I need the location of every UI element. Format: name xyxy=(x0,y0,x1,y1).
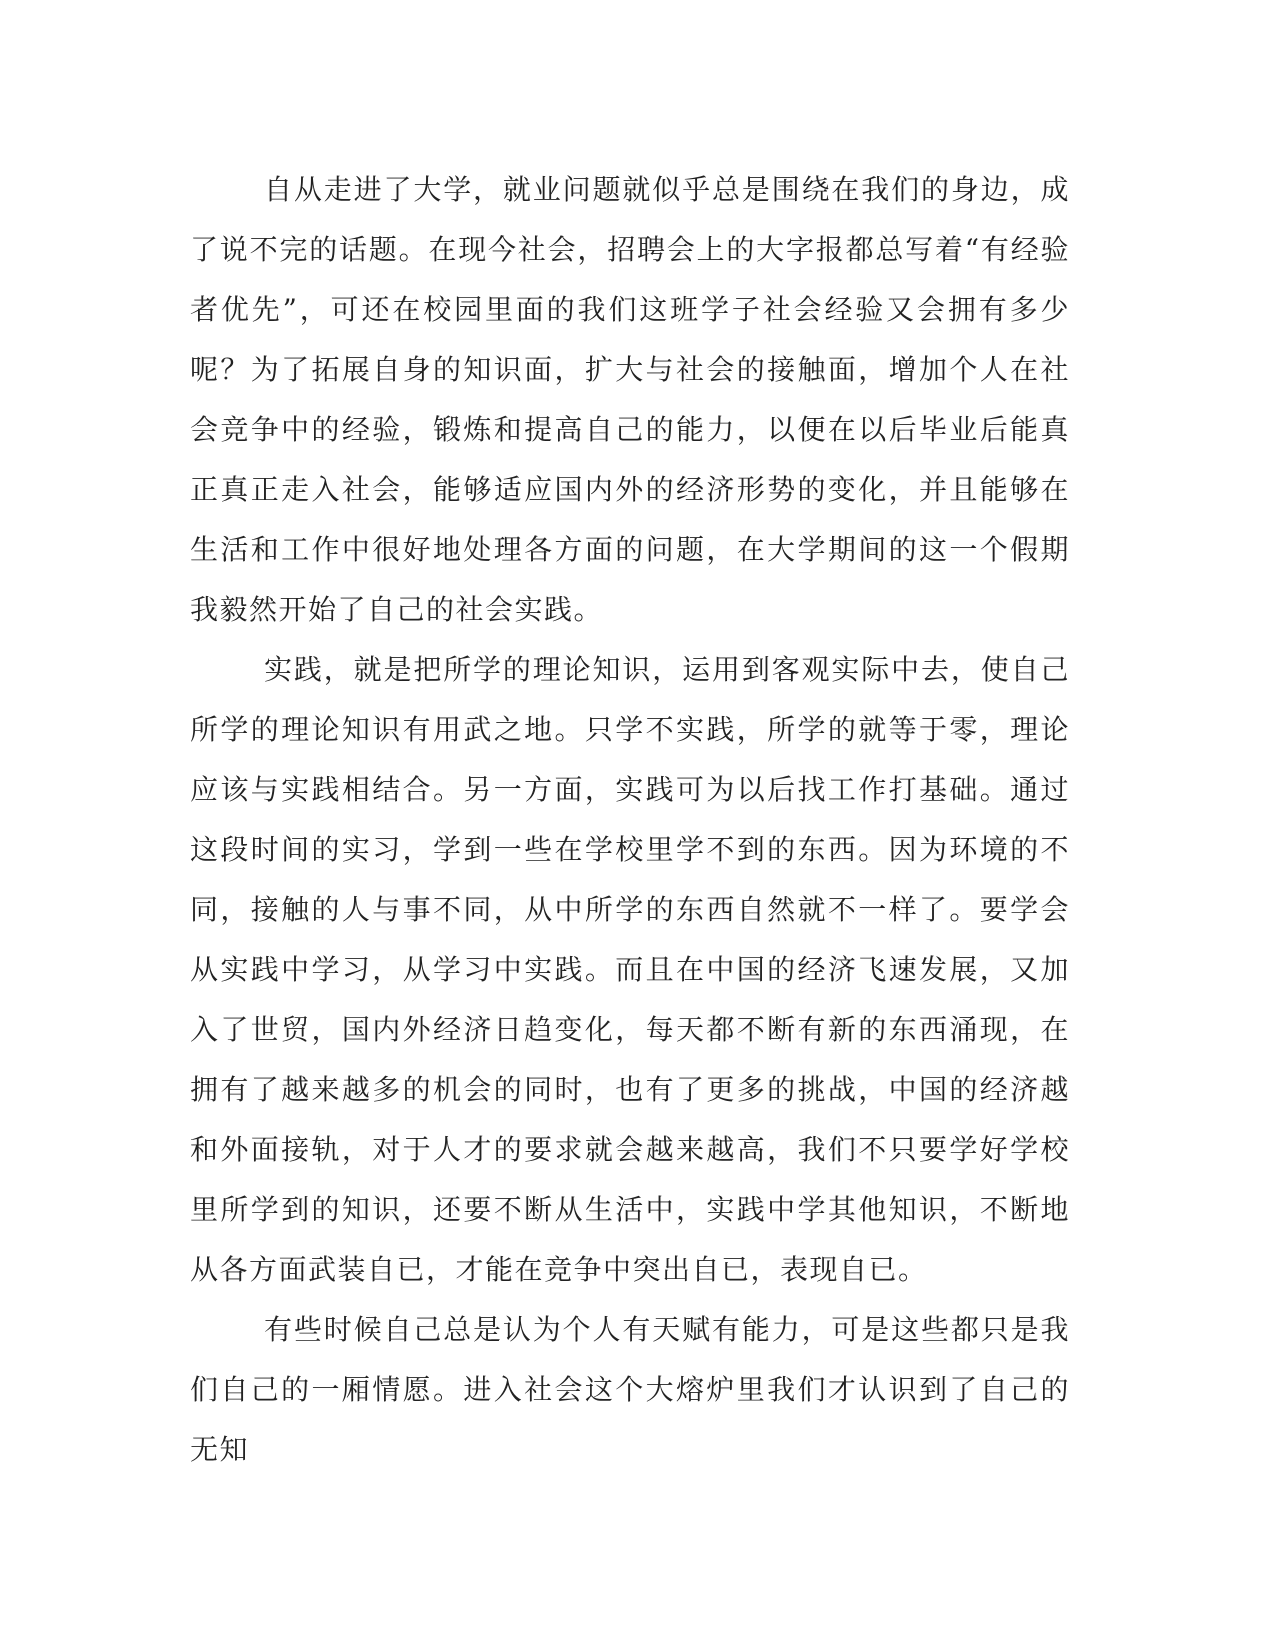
document-body xyxy=(190,160,1070,1480)
paragraph-2: 实践，就是把所学的理论知识，运用到客观实际中去，使自己所学的理论知识有用武之地。只学不实践，所学的就等于零，理论应该与实践相结合。另一方面，实践可为以后找工作打基础。通过这段时间的实习，学到一些在学校里学不到的东西。因为环境的不同，接触的人与事不同，从中所学的东西自然就不一样了。要学会从实践中学习，从学习中实践。而且在中国的经济飞速发展，又加入了世贸，国内外经济日趋变化，每天都不断有新的东西涌现，在拥有了越来越多的机会的同时，也有了更多的挑战，中国的经济越和外面接轨，对于人才的要求就会越来越高，我们不只要学好学校里所学到的知识，还要不断从生活中，实践中学其他知识，不断地从各方面武装自已，才能在竞争中突出自已，表现自已。 xyxy=(190,653,1070,1286)
paragraph-1: 自从走进了大学，就业问题就似乎总是围绕在我们的身边，成了说不完的话题。在现今社会，招聘会上的大字报都总写着“有经验者优先”，可还在校园里面的我们这班学子社会经验又会拥有多少呢？为了拓展自身的知识面，扩大与社会的接触面，增加个人在社会竞争中的经验，锻炼和提高自己的能力，以便在以后毕业后能真正真正走入社会，能够适应国内外的经济形势的变化，并且能够在生活和工作中很好地处理各方面的问题，在大学期间的这一个假期我毅然开始了自己的社会实践。 xyxy=(190,173,1070,626)
paragraph-3: 有些时候自己总是认为个人有天赋有能力，可是这些都只是我们自己的一厢情愿。进入社会这个大熔炉里我们才认识到了自己的无知 xyxy=(190,1313,1070,1466)
